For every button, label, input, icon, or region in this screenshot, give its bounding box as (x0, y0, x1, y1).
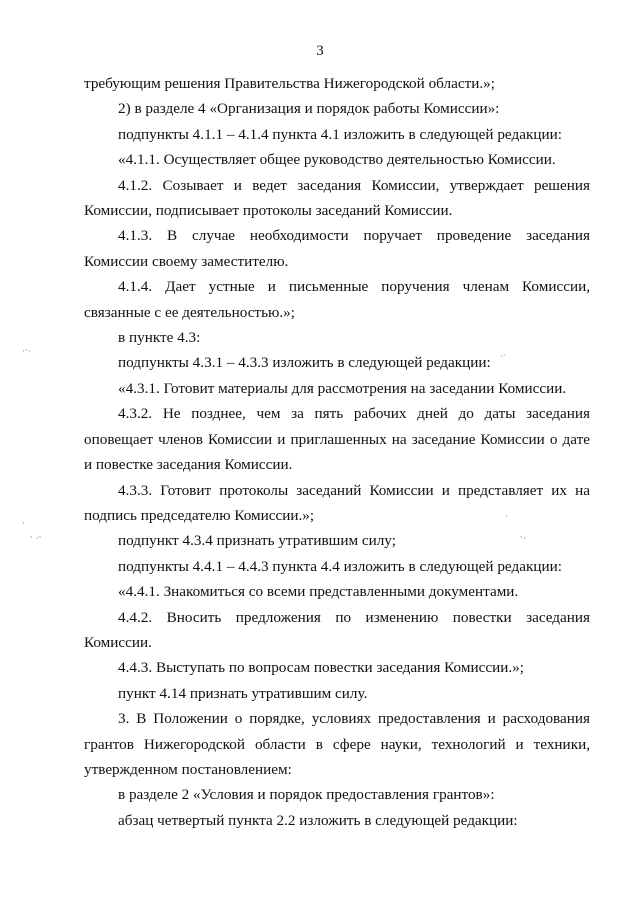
scan-speck: ˑ ·ˑ (30, 534, 42, 544)
paragraph: 4.1.2. Созывает и ведет заседания Комиссии, утверждает решения Комиссии, подписывает протоколы заседаний Комиссии. (84, 176, 590, 220)
scan-speck: ˑ· (520, 534, 526, 544)
paragraph: 4.3.3. Готовит протоколы заседаний Комиссии и представляет их на подпись председателю Комиссии.»; (84, 481, 590, 524)
page-number: 3 (316, 43, 324, 59)
paragraph: 4.1.4. Дает устные и письменные поручения членам Комиссии, связанные с ее деятельностью.»; (84, 278, 590, 321)
paragraph: «4.1.1. Осуществляет общее руководство деятельностью Комиссии. (118, 151, 556, 169)
paragraph: 3. В Положении о порядке, условиях предоставления и расходования грантов Нижегородской области в сфере науки, технологий и техники, утвержденном постановлением: (84, 710, 590, 778)
paragraph: «4.3.1. Готовит материалы для рассмотрения на заседании Комиссии. (118, 379, 567, 397)
paragraph: подпункты 4.4.1 – 4.4.3 пункта 4.4 изложить в следующей редакции: (118, 557, 562, 575)
scan-speck: · (22, 519, 25, 529)
paragraph: в разделе 2 «Условия и порядок предоставления грантов»: (118, 786, 495, 804)
paragraph: абзац четвертый пункта 2.2 изложить в следующей редакции: (118, 811, 518, 829)
scan-speck: ·ˑ· (22, 347, 31, 357)
paragraph: 2) в разделе 4 «Организация и порядок работы Комиссии»: (118, 100, 500, 118)
paragraph: подпункты 4.3.1 – 4.3.3 изложить в следующей редакции: (118, 354, 491, 372)
paragraph: требующим решения Правительства Нижегородской области.»; (84, 75, 495, 92)
scan-speck: · (505, 512, 508, 522)
paragraph: 4.4.3. Выступать по вопросам повестки заседания Комиссии.»; (118, 659, 524, 677)
paragraph: «4.4.1. Знакомиться со всеми представленными документами. (118, 583, 519, 601)
paragraph: 4.1.3. В случае необходимости поручает проведение заседания Комиссии своему заместителю. (84, 227, 590, 270)
paragraph: подпункты 4.1.1 – 4.1.4 пункта 4.1 изложить в следующей редакции: (118, 125, 562, 143)
paragraph: в пункте 4.3: (118, 329, 201, 347)
paragraph: подпункт 4.3.4 признать утратившим силу; (118, 532, 396, 550)
paragraph: 4.4.2. Вносить предложения по изменению повестки заседания Комиссии. (84, 608, 590, 651)
scan-speck: ·ˑ (500, 352, 506, 362)
paragraph: пункт 4.14 признать утратившим силу. (118, 684, 368, 702)
paragraph: 4.3.2. Не позднее, чем за пять рабочих дней до даты заседания оповещает членов Комиссии и приглашенных на заседание Комиссии о дате и повестке заседания Комиссии. (84, 405, 590, 474)
document-body (84, 71, 590, 833)
